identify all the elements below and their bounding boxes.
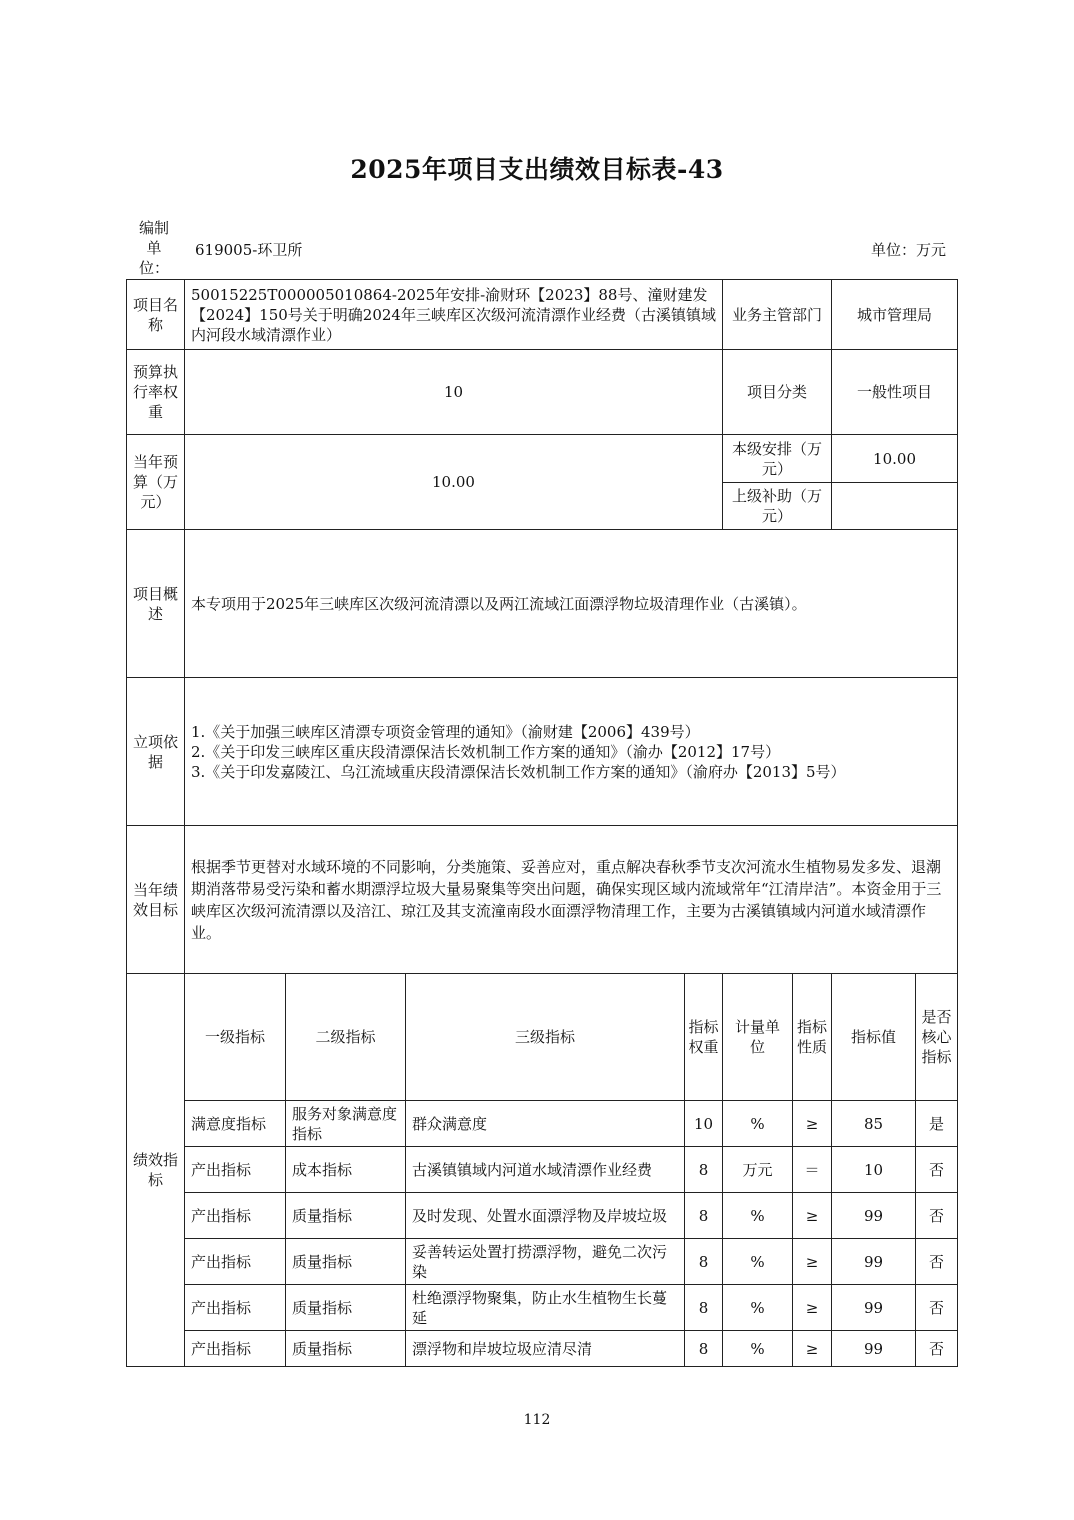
indicator-core: 否 xyxy=(916,1331,958,1367)
weight-value: 10 xyxy=(185,350,723,435)
indicator-level3: 妥善转运处置打捞漂浮物，避免二次污染 xyxy=(406,1239,685,1285)
indicator-level2: 成本指标 xyxy=(286,1147,406,1193)
budget-value: 10.00 xyxy=(185,435,723,530)
indicator-weight: 8 xyxy=(685,1285,723,1331)
page-title: 2025年项目支出绩效目标表-43 xyxy=(350,155,724,184)
header-core: 是否核心指标 xyxy=(916,974,958,1101)
table-row xyxy=(127,1101,958,1147)
table-row xyxy=(127,1239,958,1285)
goal-value: 根据季节更替对水域环境的不同影响，分类施策、妥善应对，重点解决春秋季节支次河流水生植物易发多发、退潮期消落带易受污染和蓄水期漂浮垃圾大量易聚集等突出问题，确保实现区域内流域常年“江清岸洁”。本资金用于三峡库区次级河流清漂以及涪江、琼江及其支流潼南段水面漂浮物清理工作，主要为古溪镇镇域内河道水域清漂作业。 xyxy=(185,826,958,974)
indicator-core: 否 xyxy=(916,1285,958,1331)
indicator-core: 否 xyxy=(916,1193,958,1239)
indicator-unit: % xyxy=(723,1331,793,1367)
indicator-value: 10 xyxy=(832,1147,916,1193)
indicator-level1: 产出指标 xyxy=(185,1193,286,1239)
basis-label: 立项依据 xyxy=(127,678,185,826)
goal-label: 当年绩效目标 xyxy=(127,826,185,974)
indicator-level1: 产出指标 xyxy=(185,1239,286,1285)
basis-item: 3.《关于印发嘉陵江、乌江流域重庆段清漂保洁长效机制工作方案的通知》（渝府办【2013】5号） xyxy=(191,762,846,781)
overview-value: 本专项用于2025年三峡库区次级河流清漂以及两江流域江面漂浮物垃圾清理作业（古溪镇）。 xyxy=(185,530,958,678)
indicator-weight: 10 xyxy=(685,1101,723,1147)
indicator-value: 85 xyxy=(832,1101,916,1147)
dept-value: 城市管理局 xyxy=(832,280,958,350)
unit-label: 单位：万元 xyxy=(870,241,946,259)
table-row xyxy=(127,1331,958,1367)
indicator-level2: 服务对象满意度指标 xyxy=(286,1101,406,1147)
indicator-value: 99 xyxy=(832,1331,916,1367)
indicator-weight: 8 xyxy=(685,1331,723,1367)
header-level3: 三级指标 xyxy=(406,974,685,1101)
indicator-core: 否 xyxy=(916,1239,958,1285)
indicator-value: 99 xyxy=(832,1285,916,1331)
indicator-level3: 漂浮物和岸坡垃圾应清尽清 xyxy=(406,1331,685,1367)
indicator-level1: 产出指标 xyxy=(185,1147,286,1193)
indicator-value: 99 xyxy=(832,1239,916,1285)
header-nature: 指标性质 xyxy=(793,974,832,1101)
indicator-core: 否 xyxy=(916,1147,958,1193)
header-unit: 计量单位 xyxy=(723,974,793,1101)
category-value: 一般性项目 xyxy=(832,350,958,435)
indicator-value: 99 xyxy=(832,1193,916,1239)
weight-label: 预算执行率权重 xyxy=(127,350,185,435)
indicator-nature: ≥ xyxy=(793,1239,832,1285)
indicator-level2: 质量指标 xyxy=(286,1285,406,1331)
local-budget-value: 10.00 xyxy=(832,435,958,483)
header-weight: 指标权重 xyxy=(685,974,723,1101)
indicator-weight: 8 xyxy=(685,1147,723,1193)
indicator-level3: 杜绝漂浮物聚集，防止水生植物生长蔓延 xyxy=(406,1285,685,1331)
org-label: 编制单位： xyxy=(138,219,169,277)
local-budget-label: 本级安排（万元） xyxy=(723,435,832,483)
header-value: 指标值 xyxy=(832,974,916,1101)
indicator-nature: ≥ xyxy=(793,1331,832,1367)
upper-subsidy-value xyxy=(832,483,958,530)
indicator-level3: 及时发现、处置水面漂浮物及岸坡垃圾 xyxy=(406,1193,685,1239)
project-name-label: 项目名称 xyxy=(127,280,185,350)
indicator-weight: 8 xyxy=(685,1239,723,1285)
indicator-nature: ＝ xyxy=(793,1147,832,1193)
indicator-level3: 群众满意度 xyxy=(406,1101,685,1147)
indicator-core: 是 xyxy=(916,1101,958,1147)
basis-item: 1.《关于加强三峡库区清漂专项资金管理的通知》（渝财建【2006】439号） xyxy=(191,722,700,741)
org-value: 619005-环卫所 xyxy=(195,241,303,259)
table-row xyxy=(127,1193,958,1239)
project-name-value: 50015225T000005010864-2025年安排-渝财环【2023】88号、潼财建发【2024】150号关于明确2024年三峡库区次级河流清漂作业经费（古溪镇镇域内河段水域清漂作业） xyxy=(185,280,723,350)
indicator-level1: 满意度指标 xyxy=(185,1101,286,1147)
perf-indicators-label: 绩效指标 xyxy=(127,974,185,1367)
performance-target-table xyxy=(126,279,958,1367)
indicator-nature: ≥ xyxy=(793,1193,832,1239)
basis-item: 2.《关于印发三峡库区重庆段清漂保洁长效机制工作方案的通知》（渝办【2012】17号） xyxy=(191,742,781,761)
indicator-header-row xyxy=(127,974,958,1101)
indicator-level2: 质量指标 xyxy=(286,1193,406,1239)
header-level2: 二级指标 xyxy=(286,974,406,1101)
indicator-weight: 8 xyxy=(685,1193,723,1239)
category-label: 项目分类 xyxy=(723,350,832,435)
basis-list xyxy=(185,678,958,826)
page-number: 112 xyxy=(523,1412,551,1428)
indicator-level1: 产出指标 xyxy=(185,1331,286,1367)
indicator-unit: % xyxy=(723,1285,793,1331)
indicator-unit: % xyxy=(723,1193,793,1239)
upper-subsidy-label: 上级补助（万元） xyxy=(723,483,832,530)
header-level1: 一级指标 xyxy=(185,974,286,1101)
table-row xyxy=(127,1285,958,1331)
indicator-level2: 质量指标 xyxy=(286,1239,406,1285)
indicator-nature: ≥ xyxy=(793,1285,832,1331)
indicator-level3: 古溪镇镇域内河道水域清漂作业经费 xyxy=(406,1147,685,1193)
table-row xyxy=(127,1147,958,1193)
budget-label: 当年预算（万元） xyxy=(127,435,185,530)
indicator-unit: % xyxy=(723,1101,793,1147)
indicator-unit: 万元 xyxy=(723,1147,793,1193)
indicator-nature: ≥ xyxy=(793,1101,832,1147)
indicator-unit: % xyxy=(723,1239,793,1285)
overview-label: 项目概述 xyxy=(127,530,185,678)
indicator-level1: 产出指标 xyxy=(185,1285,286,1331)
indicator-level2: 质量指标 xyxy=(286,1331,406,1367)
dept-label: 业务主管部门 xyxy=(723,280,832,350)
